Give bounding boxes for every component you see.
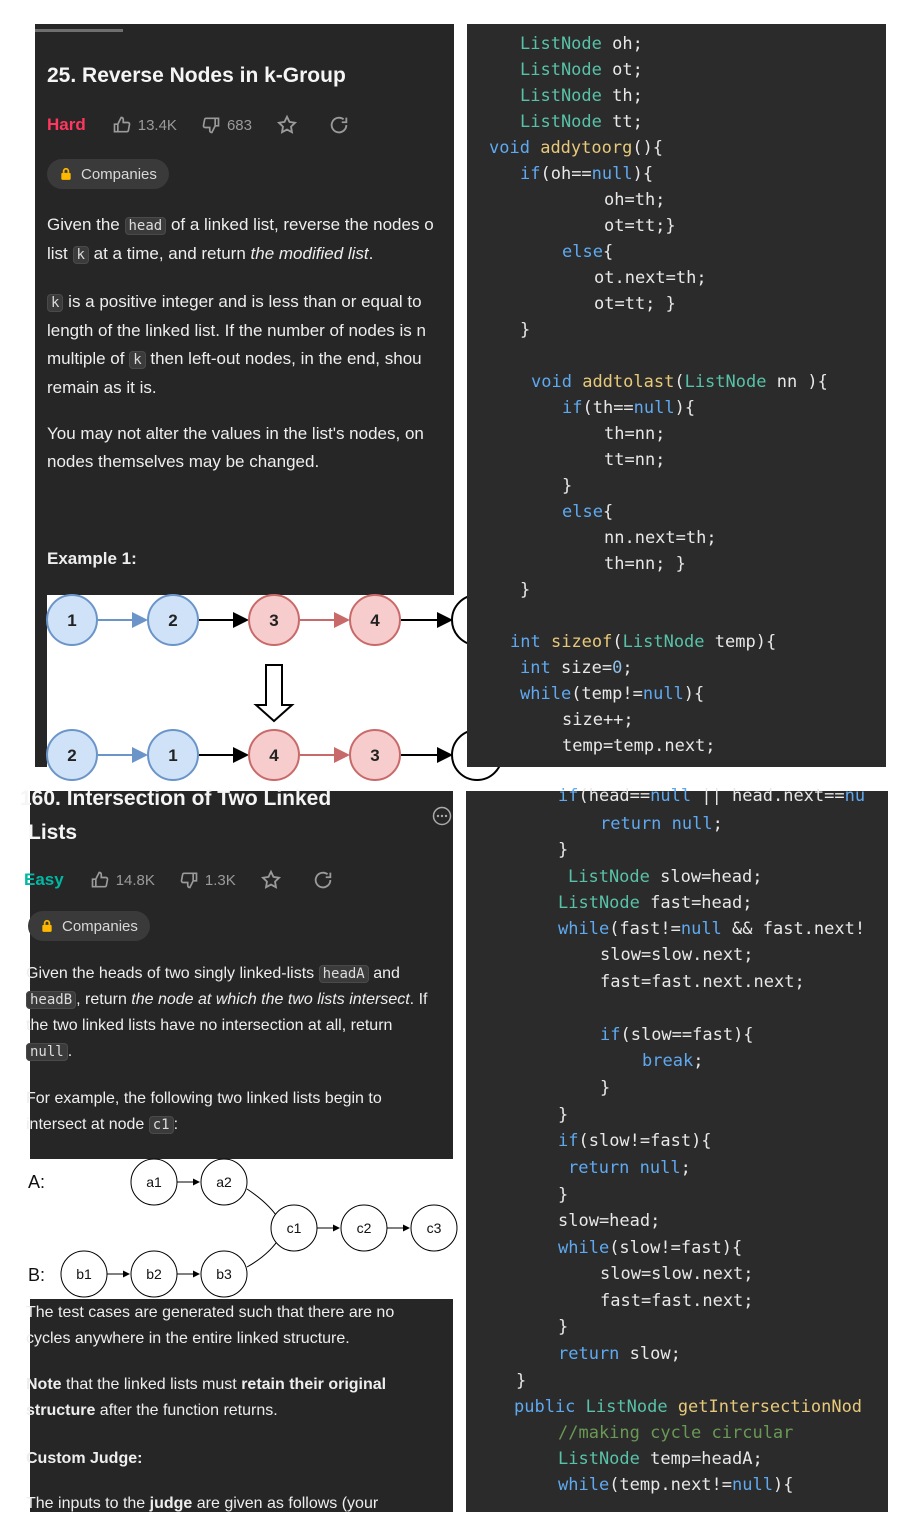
text: multiple of <box>47 349 130 368</box>
code-token: else <box>562 502 603 522</box>
problem-meta <box>24 869 364 891</box>
code-token: slow; <box>619 1344 681 1364</box>
description-paragraph-5 <box>26 1491 378 1517</box>
problem-meta <box>47 114 380 136</box>
code-line[interactable] <box>600 942 754 968</box>
node <box>249 595 299 645</box>
code-token: int <box>520 658 551 678</box>
text: nodes themselves may be changed. <box>47 452 320 471</box>
node-label: b1 <box>76 1266 92 1282</box>
node <box>201 1159 247 1205</box>
inline-code: headB <box>26 991 76 1009</box>
problem-panel-reverse-k-group <box>35 24 454 767</box>
more-options-icon[interactable] <box>432 806 452 826</box>
code-token: th; <box>601 86 643 106</box>
code-line[interactable] <box>600 1261 754 1287</box>
code-editor-2[interactable] <box>466 786 888 1512</box>
thumbs-down-icon <box>201 115 221 135</box>
code-line[interactable] <box>558 916 865 942</box>
difficulty-badge: Hard <box>47 115 86 134</box>
code-token: oh; <box>601 34 643 54</box>
node-label: 2 <box>168 611 178 630</box>
code-token: ListNode <box>520 86 602 106</box>
code-token <box>530 138 540 158</box>
lock-icon <box>40 919 54 933</box>
code-line[interactable] <box>562 733 716 759</box>
text: remain as it is. <box>47 378 157 397</box>
text: : <box>173 1116 179 1133</box>
code-token: { <box>602 502 614 522</box>
inline-code: k <box>47 294 63 312</box>
code-line[interactable] <box>600 1288 754 1314</box>
code-line[interactable] <box>510 629 776 655</box>
code-line[interactable] <box>604 447 665 473</box>
code-line[interactable] <box>604 525 717 551</box>
code-token: (temp!= <box>571 684 643 704</box>
code-token: ){ <box>683 684 705 704</box>
code-line[interactable] <box>558 837 568 863</box>
text: cycles anywhere in the entire linked structure. <box>26 1330 350 1347</box>
node <box>148 595 198 645</box>
text: . If <box>409 991 428 1008</box>
code-token: size= <box>550 658 613 678</box>
code-token: null <box>633 398 675 418</box>
text: that the linked lists must <box>61 1376 242 1393</box>
share-button[interactable] <box>328 114 356 136</box>
like-count: 13.4K <box>137 116 177 134</box>
code-line[interactable] <box>531 369 828 395</box>
code-line[interactable] <box>604 187 665 213</box>
node <box>148 730 198 780</box>
node-label: a2 <box>216 1174 232 1190</box>
code-token: (head== <box>578 786 651 806</box>
code-line[interactable] <box>520 161 653 187</box>
code-token: if <box>562 398 583 418</box>
code-line[interactable] <box>520 83 643 109</box>
text: length of the linked list. If the number of nodes is n <box>47 321 426 340</box>
code-line[interactable] <box>562 499 613 525</box>
star-icon <box>276 114 298 136</box>
code-line[interactable] <box>558 1472 793 1498</box>
code-token: ListNode <box>520 34 602 54</box>
code-line[interactable] <box>520 577 530 603</box>
node <box>411 1205 457 1251</box>
dislike-button[interactable] <box>179 870 236 890</box>
problem-title: 25. Reverse Nodes in k-Group <box>47 64 346 87</box>
code-token: null <box>639 1158 681 1178</box>
code-line[interactable] <box>520 681 704 707</box>
example-heading: Example 1: <box>47 549 137 568</box>
code-token: oh=th; <box>604 190 666 210</box>
node-label: b3 <box>216 1266 232 1282</box>
code-token: ; <box>622 658 633 678</box>
code-token: (slow!=fast){ <box>578 1131 712 1151</box>
text: are given as follows (your <box>192 1495 379 1512</box>
code-token: if <box>558 786 579 806</box>
node-label: c1 <box>286 1220 302 1236</box>
code-token: fast=head; <box>639 893 753 913</box>
node-label: 4 <box>269 746 279 765</box>
code-line[interactable] <box>600 1022 754 1048</box>
thumbs-up-icon <box>112 115 132 135</box>
code-token: return <box>600 814 662 834</box>
node <box>350 730 400 780</box>
code-line[interactable] <box>562 473 572 499</box>
code-token: //making cycle circular <box>558 1423 794 1443</box>
description-paragraph-3 <box>26 1300 394 1352</box>
code-token: ListNode <box>520 112 602 132</box>
problem-title-line-1: 160. Intersection of Two Linked <box>20 787 332 810</box>
description-paragraph-1 <box>26 961 427 1065</box>
inline-code: headA <box>319 965 369 983</box>
code-line[interactable] <box>558 1446 763 1472</box>
description-paragraph-1 <box>47 211 434 269</box>
code-line[interactable] <box>520 317 530 343</box>
code-token: size++; <box>562 710 634 730</box>
code-token: { <box>602 242 614 262</box>
node-label: 1 <box>168 746 178 765</box>
code-token: tt=nn; <box>604 450 666 470</box>
description-paragraph-2 <box>26 1086 382 1138</box>
difficulty-badge: Easy <box>24 870 64 889</box>
code-token: ot.next=th; <box>594 268 707 288</box>
node <box>249 730 299 780</box>
companies-tag[interactable] <box>47 159 169 189</box>
code-line[interactable] <box>558 1208 660 1234</box>
problem-panel-intersection <box>20 787 453 1512</box>
code-token: null <box>591 164 633 184</box>
code-token: addytoorg <box>540 138 633 158</box>
code-line[interactable] <box>604 421 665 447</box>
code-token: ot=tt; } <box>594 294 676 314</box>
code-token: nu <box>844 786 866 806</box>
text: For example, the following two linked lists begin to <box>26 1090 382 1107</box>
code-line[interactable] <box>562 707 634 733</box>
text: Given the heads of two singly linked-lists <box>26 965 319 982</box>
code-token: ; <box>680 1158 691 1178</box>
text: the node at which the two lists intersect <box>131 991 410 1008</box>
code-token: public <box>514 1397 576 1417</box>
code-line[interactable] <box>516 1368 526 1394</box>
code-token: ( <box>612 632 623 652</box>
thumbs-up-icon <box>90 870 110 890</box>
code-token: (th== <box>582 398 634 418</box>
text: after the function returns. <box>95 1402 278 1419</box>
inline-code: k <box>73 246 89 264</box>
code-line[interactable] <box>558 1128 712 1154</box>
code-token: slow=slow.next; <box>600 1264 754 1284</box>
inline-code: null <box>26 1043 68 1061</box>
code-token: } <box>520 320 531 340</box>
text: of a linked list, reverse the nodes o <box>166 215 434 234</box>
text: retain their original <box>241 1376 387 1393</box>
code-token: sizeof <box>550 632 613 652</box>
code-token: while <box>558 1238 610 1258</box>
code-line[interactable] <box>568 864 762 890</box>
code-token <box>572 372 582 392</box>
companies-label: Companies <box>62 917 138 935</box>
code-line[interactable] <box>642 1048 703 1074</box>
code-token: getIntersectionNod <box>677 1397 863 1417</box>
code-token: slow=head; <box>649 867 763 887</box>
node-label: b2 <box>146 1266 162 1282</box>
code-token: ListNode <box>585 1397 668 1417</box>
code-line[interactable] <box>520 109 643 135</box>
code-token: temp){ <box>704 632 777 652</box>
code-token: null <box>650 786 692 806</box>
dislike-count: 1.3K <box>204 871 236 889</box>
code-line[interactable] <box>558 890 752 916</box>
code-token: } <box>516 1371 527 1391</box>
code-token: } <box>558 1185 569 1205</box>
inline-code: head <box>125 217 167 235</box>
code-token: ){ <box>632 164 654 184</box>
code-token: if <box>520 164 541 184</box>
thumbs-down-icon <box>179 870 199 890</box>
description-paragraph-2 <box>47 288 426 402</box>
code-token: ot=tt;} <box>604 216 676 236</box>
code-token: if <box>558 1131 579 1151</box>
text: . <box>67 1043 73 1060</box>
linked-list-reversal-diagram <box>47 595 454 767</box>
text: , return <box>76 991 132 1008</box>
code-line[interactable] <box>520 57 643 83</box>
code-token: } <box>520 580 531 600</box>
code-line[interactable] <box>558 1341 681 1367</box>
node-label: 3 <box>269 611 279 630</box>
text: Note <box>26 1376 62 1393</box>
lock-icon <box>59 167 73 181</box>
code-token: (){ <box>632 138 664 158</box>
node-label: 2 <box>67 746 77 765</box>
code-token: void <box>531 372 572 392</box>
node <box>61 1251 107 1297</box>
description-paragraph-4 <box>26 1372 386 1424</box>
code-token: 0 <box>612 658 623 678</box>
code-line[interactable] <box>558 783 865 809</box>
list-b-label: B: <box>28 1265 46 1285</box>
code-token: ; <box>693 1051 704 1071</box>
share-button[interactable] <box>312 869 340 891</box>
code-token: ListNode <box>684 372 767 392</box>
code-token: nn.next=th; <box>604 528 717 548</box>
node-label: a1 <box>146 1174 162 1190</box>
problem-title-line-2: Lists <box>28 821 78 844</box>
code-token: while <box>558 919 610 939</box>
share-icon <box>312 869 334 891</box>
code-token: if <box>600 1025 621 1045</box>
code-line[interactable] <box>594 265 707 291</box>
code-line[interactable] <box>558 1420 793 1446</box>
intersection-graph <box>30 1159 453 1299</box>
code-editor-1[interactable] <box>467 24 886 767</box>
code-token: ListNode <box>558 893 640 913</box>
companies-tag[interactable] <box>28 911 150 941</box>
node <box>201 1251 247 1297</box>
inline-code: c1 <box>149 1116 174 1134</box>
text: judge <box>149 1495 193 1512</box>
code-token: while <box>520 684 572 704</box>
code-line[interactable] <box>568 1155 691 1181</box>
code-token <box>629 1158 639 1178</box>
tab-indicator <box>35 29 123 32</box>
code-token: } <box>562 476 573 496</box>
text: then left-out nodes, in the end, shou <box>145 349 422 368</box>
text: intersect at node <box>26 1116 149 1133</box>
code-token: fast=fast.next; <box>600 1291 754 1311</box>
node-label: c2 <box>356 1220 372 1236</box>
text: Given the <box>47 215 125 234</box>
code-token: ){ <box>772 1475 794 1495</box>
code-token: addtolast <box>582 372 675 392</box>
star-icon <box>260 869 282 891</box>
code-token <box>575 1397 585 1417</box>
code-token: || head.next== <box>691 786 845 806</box>
code-token: ListNode <box>520 60 602 80</box>
share-icon <box>328 114 350 136</box>
text: You may not alter the values in the list's nodes, on <box>47 424 424 443</box>
favorite-button[interactable] <box>276 114 304 136</box>
code-token: return <box>568 1158 630 1178</box>
dislike-count: 683 <box>226 116 252 134</box>
node <box>341 1205 387 1251</box>
code-line[interactable] <box>600 969 805 995</box>
code-token: ; <box>712 814 723 834</box>
code-token: while <box>558 1475 610 1495</box>
code-token: (temp.next!= <box>609 1475 733 1495</box>
code-token: } <box>600 1078 611 1098</box>
node <box>131 1251 177 1297</box>
code-line[interactable] <box>604 213 676 239</box>
node-label: c3 <box>426 1220 442 1236</box>
code-token: slow=slow.next; <box>600 945 754 965</box>
code-token: int <box>510 632 541 652</box>
code-line[interactable] <box>558 1314 568 1340</box>
code-token: nn ){ <box>766 372 828 392</box>
code-token: } <box>558 1105 569 1125</box>
inline-code: k <box>129 351 145 369</box>
code-line[interactable] <box>489 135 663 161</box>
node-label: 3 <box>370 746 380 765</box>
code-token: th=nn; } <box>604 554 686 574</box>
intersection-diagram <box>30 1159 453 1299</box>
text: . <box>368 244 374 263</box>
node-label: 1 <box>67 611 77 630</box>
code-token: (slow!=fast){ <box>609 1238 743 1258</box>
code-token: null <box>680 919 722 939</box>
dislike-button[interactable] <box>201 115 252 135</box>
code-token: break <box>642 1051 694 1071</box>
description-paragraph-3 <box>47 420 424 476</box>
like-count: 14.8K <box>115 871 155 889</box>
code-line[interactable] <box>514 1394 862 1420</box>
code-line[interactable] <box>558 1235 742 1261</box>
example-diagram <box>47 595 454 767</box>
code-token: (slow==fast){ <box>620 1025 754 1045</box>
code-token: slow=head; <box>558 1211 661 1231</box>
code-token: temp=temp.next; <box>562 736 716 756</box>
code-token: } <box>558 840 569 860</box>
list-a-label: A: <box>28 1172 46 1192</box>
text: the two linked lists have no intersection at all, return <box>26 1017 393 1034</box>
text: The test cases are generated such that there are no <box>26 1304 395 1321</box>
favorite-button[interactable] <box>260 869 288 891</box>
custom-judge-heading: Custom Judge: <box>26 1450 143 1467</box>
node <box>271 1205 317 1251</box>
code-token: else <box>562 242 603 262</box>
companies-label: Companies <box>81 165 157 183</box>
node <box>131 1159 177 1205</box>
code-line[interactable] <box>558 1102 568 1128</box>
code-token: temp=headA; <box>639 1449 763 1469</box>
code-line[interactable] <box>594 291 676 317</box>
code-token: (fast!= <box>609 919 681 939</box>
code-token: fast=fast.next.next; <box>600 972 805 992</box>
code-line[interactable] <box>558 1182 568 1208</box>
code-line[interactable] <box>562 239 613 265</box>
code-line[interactable] <box>562 395 695 421</box>
code-token <box>541 632 551 652</box>
code-line[interactable] <box>600 1075 610 1101</box>
code-token: ListNode <box>622 632 705 652</box>
node <box>47 595 97 645</box>
like-button[interactable] <box>112 115 177 135</box>
text: The inputs to the <box>26 1495 150 1512</box>
code-token: ot; <box>601 60 643 80</box>
code-token: ( <box>674 372 685 392</box>
code-token: ListNode <box>558 1449 640 1469</box>
text: the modified list <box>250 244 369 263</box>
code-line[interactable] <box>600 811 723 837</box>
down-arrow-icon <box>256 665 292 721</box>
node-label: 4 <box>370 611 380 630</box>
code-token: null <box>671 814 713 834</box>
code-token: ListNode <box>568 867 650 887</box>
code-line[interactable] <box>520 655 633 681</box>
node <box>350 595 400 645</box>
code-token: ){ <box>674 398 696 418</box>
text: list <box>47 244 73 263</box>
node <box>47 730 97 780</box>
code-token: (oh== <box>540 164 592 184</box>
like-button[interactable] <box>90 870 155 890</box>
code-token: null <box>642 684 684 704</box>
text: is a positive integer and is less than or equal to <box>63 292 422 311</box>
code-token <box>668 1397 678 1417</box>
code-token: && fast.next! <box>721 919 866 939</box>
code-token <box>661 814 671 834</box>
text: at a time, and return <box>88 244 251 263</box>
code-line[interactable] <box>604 551 686 577</box>
code-token: th=nn; <box>604 424 666 444</box>
code-token: tt; <box>601 112 643 132</box>
code-token: null <box>732 1475 773 1495</box>
code-token: return <box>558 1344 620 1364</box>
text: structure <box>26 1402 96 1419</box>
code-token: void <box>489 138 530 158</box>
code-line[interactable] <box>520 31 643 57</box>
text: and <box>368 965 400 982</box>
code-token: } <box>558 1317 569 1337</box>
